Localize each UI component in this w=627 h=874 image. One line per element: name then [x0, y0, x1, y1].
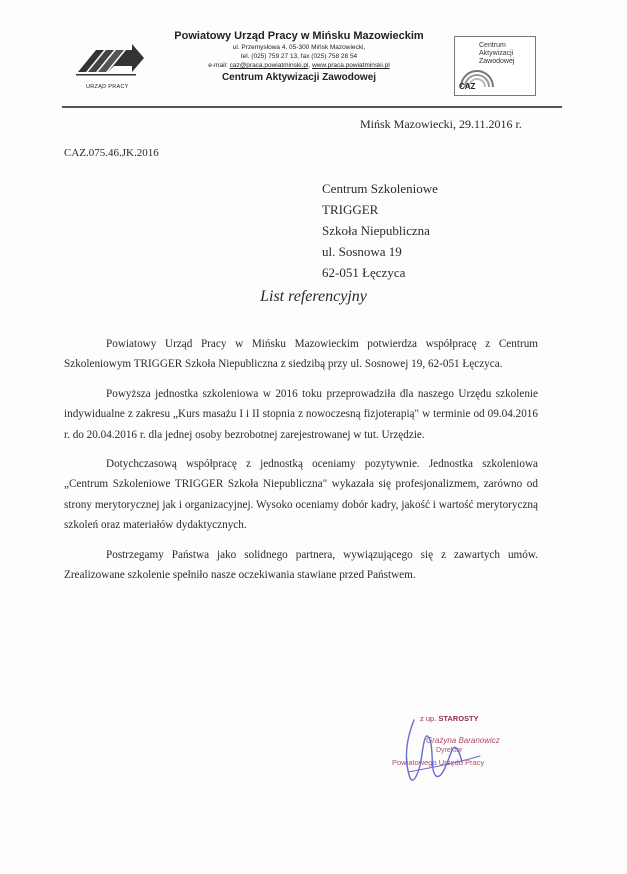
website-link[interactable]: www.praca.powiatminski.pl [312, 62, 390, 69]
institution-name: Powiatowy Urząd Pracy w Mińsku Mazowieckim [174, 30, 424, 42]
place-date: Mińsk Mazowiecki, 29.11.2016 r. [360, 117, 522, 131]
stamp-name: Grażyna Baranowicz [426, 736, 500, 745]
caz-abbr: CAZ [459, 82, 476, 91]
stamp-prefix: z up. [420, 714, 439, 723]
arrow-logo-icon [74, 42, 146, 84]
caz-logo [454, 36, 536, 96]
paragraph-2: Powyższa jednostka szkoleniowa w 2016 toku przeprowadziła dla naszego Urzędu szkolenie indywidualne z zakresu „Kurs masażu I i II stopnia z nowoczesną fizjoterapią" w terminie od 09.04.2016 r. do 20.04.2016 r. dla jednej osoby bezrobotnej zarejestrowanej w tut. Urzędzie. [64, 387, 538, 441]
department-name: Centrum Aktywizacji Zawodowej [221, 72, 377, 83]
caz-line-2: Aktywizacji [479, 50, 514, 57]
letter-body [64, 334, 538, 594]
paragraph-4: Postrzegamy Państwa jako solidnego partnera, wywiązującego się z zawartych umów. Zrealizowane szkolenie spełniło nasze oczekiwania stawiane przed Państwem. [64, 548, 538, 582]
paragraph-1: Powiatowy Urząd Pracy w Mińsku Mazowieckim potwierdza współpracę z Centrum Szkoleniowym TRIGGER Szkoła Niepubliczna z siedzibą przy ul. Sosnowej 19, 62-051 Łęczyca. [64, 338, 538, 371]
stamp-starosty: STAROSTY [438, 714, 479, 723]
email-prefix: e-mail: [208, 62, 230, 69]
letter-title: List referencyjny [260, 288, 367, 305]
left-logo-caption: URZĄD PRACY [86, 84, 129, 90]
letterhead [62, 24, 562, 108]
recipient-address [322, 178, 438, 283]
caz-logo-text [479, 42, 514, 66]
letterhead-text [154, 30, 444, 83]
web-separator: , [308, 62, 313, 69]
signature-stamp [390, 710, 540, 790]
recipient-line-5: 62-051 Łęczyca [322, 265, 406, 280]
stamp-organization: Powiatowego Urzędu Pracy [392, 758, 485, 767]
recipient-line-3: Szkoła Niepubliczna [322, 223, 430, 238]
institution-phone: tel. (025) 759 27 13, fax (025) 758 28 54 [240, 53, 358, 60]
caz-line-1: Centrum [479, 42, 506, 49]
recipient-line-2: TRIGGER [322, 202, 379, 217]
handwritten-signature-icon [390, 710, 540, 790]
institution-address: ul. Przemysłowa 4, 05-300 Mińsk Mazowiecki, [232, 44, 366, 51]
caz-line-3: Zawodowej [479, 58, 515, 65]
recipient-line-4: ul. Sosnowa 19 [322, 244, 402, 259]
stamp-role: Dyrektor [436, 747, 463, 754]
institution-contact [154, 61, 444, 70]
email-link[interactable]: caz@praca.powiatminski.pl [229, 62, 309, 69]
recipient-line-1: Centrum Szkoleniowe [322, 181, 438, 196]
paragraph-3: Dotychczasową współpracę z jednostką oceniamy pozytywnie. Jednostka szkoleniowa „Centrum Szkoleniowe TRIGGER Szkoła Niepubliczna" wykazała się profesjonalizmem, zarówno od strony merytorycznej jak i organizacyjnej. Wysoko oceniamy dobór kadry, jakość i wartość merytoryczną szkoleń oraz materiałów dydaktycznych. [64, 458, 538, 532]
urzad-pracy-logo [74, 42, 146, 94]
reference-number: CAZ.075.46.JK.2016 [64, 147, 159, 159]
